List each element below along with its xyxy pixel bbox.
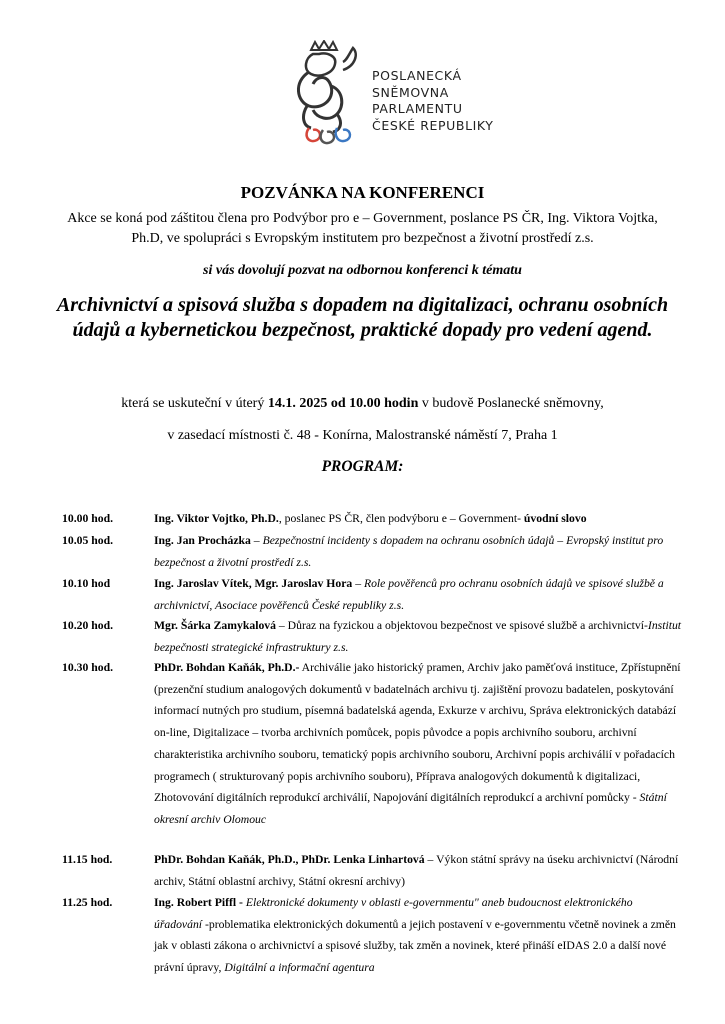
agenda-text: Archiválie jako historický pramen, Archiv jako paměťová instituce, Zpřístupnění (prezenční studium analogových dokumentů v badatelnách archivu tj. zajištění provozu badatelen, poskytování informací nutných pro studium, písemná badatelská agenda, Exkurze v archivu, Správa elektronických databází on-line, Digitalizace – tvorba archivních pomůcek, popis původce a popis archivního souboru, archivní charakteristika archivního souboru, tematický popis archivního souboru, Archivní popis archiválií v pořadacích programech ( strukturovaný popis archivního souboru), Příprava analogových dokumentů k digitalizaci, Zhotovování digitálních reprodukcí archiválií, Napojování digitálních reprodukcí a archivní pomůcky - (154, 661, 681, 805)
speaker-name: PhDr. Bohdan Kaňák, Ph.D.- (154, 661, 300, 674)
agenda-item (62, 530, 682, 573)
agenda-text: -problematika elektronických dokumentů a jejich postavení v e-governmentu včetně novinek a změn jak v oblasti zákona o archivnictví a spisové služby, tak změn a novinek, které přináší eIDAS 2.0 a další nové právní úpravy, (154, 917, 676, 975)
agenda-time: 10.05 hod. (62, 534, 113, 547)
agenda-item (62, 508, 682, 530)
wordmark-line: POSLANECKÁ (372, 68, 462, 83)
agenda-description (154, 657, 682, 831)
agenda-text-italic: Institut bezpečnosti strategické infrastruktury z.s. (154, 619, 682, 654)
agenda-description (154, 573, 682, 616)
parliament-wordmark (372, 68, 494, 134)
wordmark-line: ČESKÉ REPUBLIKY (372, 117, 494, 133)
conference-topic: Archivnictví a spisová služba s dopadem na digitalizaci, ochranu osobních údajů a kybernetickou bezpečnost, praktické dopady pro vedení agend. (56, 294, 669, 341)
agenda-item (62, 892, 682, 979)
speaker-name: PhDr. Bohdan Kaňák, Ph.D., PhDr. Lenka Linhartová (154, 853, 425, 866)
agenda-description (154, 530, 682, 573)
agenda-description (154, 508, 682, 530)
agenda-text: – Výkon státní správy na úseku archivnictví (Národní archiv, Státní oblastní archivy, Státní okresní archivy) (154, 853, 679, 888)
agenda-description (154, 849, 682, 892)
agenda-text-italic: Elektronické dokumenty v oblasti e-governmentu" aneb budoucnost elektronického úřadování (154, 896, 633, 931)
agenda-time: 10.20 hod. (62, 619, 113, 632)
invite-line: si vás dovolují pozvat na odbornou konferenci k tématu (203, 263, 522, 278)
speaker-name: Ing. Jaroslav Vítek, Mgr. Jaroslav Hora (154, 577, 353, 590)
wordmark-line: SNĚMOVNA (372, 84, 449, 100)
agenda-time: 10.00 hod. (62, 512, 113, 525)
speaker-name: Ing. Robert Piffl - (154, 896, 246, 909)
date-prefix: která se uskuteční v úterý (121, 396, 268, 411)
agenda-text-italic: – Role pověřenců pro ochranu osobních údajů ve spisové službě a archivnictví, Asociace pověřenců České republiky z.s. (154, 577, 664, 612)
event-datetime: 14.1. 2025 od 10.00 hodin (267, 396, 419, 411)
date-suffix: v budově Poslanecké sněmovny, (418, 396, 604, 411)
agenda-item (62, 573, 682, 616)
agenda-item (62, 615, 682, 658)
agenda-description (154, 615, 682, 658)
program-heading: PROGRAM: (321, 458, 404, 475)
wordmark-line: PARLAMENTU (372, 101, 463, 116)
agenda-description (154, 892, 682, 979)
speaker-name: Ing. Viktor Vojtko, Ph.D. (154, 512, 279, 525)
intro-paragraph: Akce se koná pod záštitou člena pro Podvýbor pro e – Government, poslance PS ČR, Ing. Viktora Vojtka, Ph.D, ve spolupráci s Evropským institutem pro bezpečnost a životní prostředí z.s. (67, 211, 658, 246)
agenda-text-italic: Digitální a informační agentura (224, 961, 375, 975)
agenda-text-bold: úvodní slovo (523, 512, 587, 525)
czech-lion-emblem-icon (283, 40, 365, 150)
speaker-name: Ing. Jan Procházka (154, 534, 251, 547)
agenda-text: – Důraz na fyzickou a objektovou bezpečnost ve spisové službě a archivnictví- (275, 619, 648, 632)
agenda-item (62, 849, 682, 892)
event-location: v zasedací místnosti č. 48 - Konírna, Malostranské náměstí 7, Praha 1 (167, 428, 558, 443)
agenda-time: 10.10 hod (62, 577, 111, 590)
agenda-text: , poslanec PS ČR, člen podvýboru e – Government- (278, 512, 524, 525)
agenda-time: 10.30 hod. (62, 661, 113, 674)
speaker-name: Mgr. Šárka Zamykalová (154, 619, 276, 632)
agenda-time: 11.25 hod. (62, 896, 113, 909)
agenda-text-italic: – Bezpečnostní incidenty s dopadem na ochranu osobních údajů – Evropský institut pro bezpečnost a životní prostředí z.s. (154, 534, 664, 569)
invitation-heading: POZVÁNKA NA KONFERENCI (240, 183, 485, 202)
event-date-line (0, 396, 725, 412)
agenda-time: 11.15 hod. (62, 853, 113, 866)
agenda-text-italic: Státní okresní archiv Olomouc (154, 791, 667, 826)
agenda-item (62, 657, 682, 831)
